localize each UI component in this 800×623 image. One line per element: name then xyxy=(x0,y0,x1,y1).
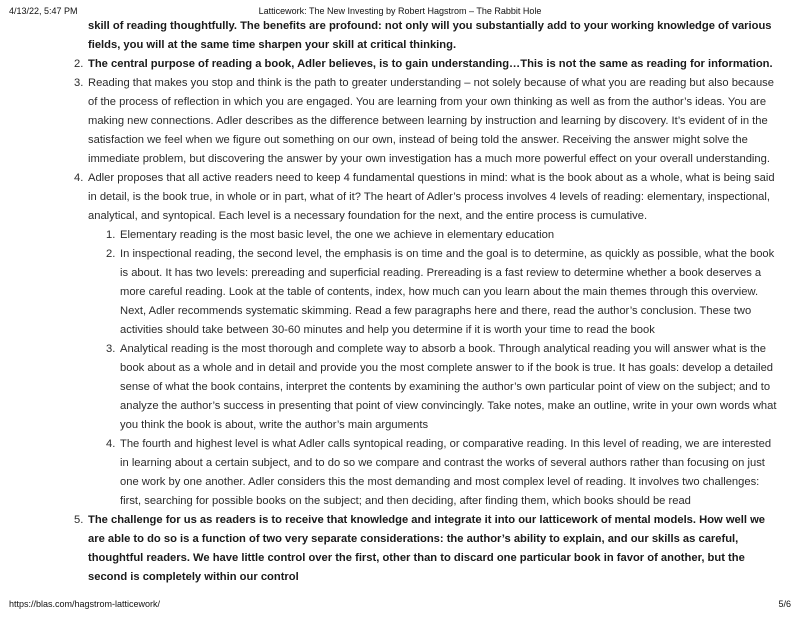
list-item-text: Reading that makes you stop and think is the path to greater understanding – not solely because of what you are reading but also because of the process of reflection in which you are engaged. You are learning from your own thinking as well as from the author’s ideas. You are making new connections. Adler describes as the difference between learning by instruction and learning by discovery. It’s evident of in the satisfaction we feel when we figure out something on our own, instead of being told the answer. Receiving the answer might solve the immediate problem, but discovering the answer by your own investigation has a much more powerful effect on your overall understanding. xyxy=(88,77,774,165)
list-number: 3. xyxy=(74,77,84,89)
list-item-text: The central purpose of reading a book, Adler believes, is to gain understanding…This is not the same as reading for information. xyxy=(88,58,773,70)
list-item-text: Adler proposes that all active readers need to keep 4 fundamental questions in mind: what is the book about as a whole, what is being said in detail, is the book true, in whole or in part, what of it? The heart of Adler’s process involves 4 levels of reading: elementary, inspectional, analytical, and syntopical. Each level is a necessary foundation for the next, and the entire process is cumulative. xyxy=(88,172,775,222)
list-number: 2. xyxy=(74,58,84,70)
list-item xyxy=(0,511,800,587)
print-datetime: 4/13/22, 5:47 PM xyxy=(9,6,78,16)
sub-list-item xyxy=(88,226,778,245)
sub-list-number: 1. xyxy=(106,229,116,241)
sub-list xyxy=(88,226,778,511)
sub-list-item-text: In inspectional reading, the second level, the emphasis is on time and the goal is to determine, as quickly as possible, what the book is about. It has two levels: prereading and superficial reading. Prereading is a fast review to determine whether a book deserves a more careful reading. Look at the table of contents, index, how much can you learn about the main themes through this overview. Next, Adler recommends systematic skimming. Read a few paragraphs here and there, read the author’s conclusion. These two activities should take between 30-60 minutes and help you determine if it is worth your time to read the book xyxy=(120,248,775,336)
continued-paragraph: skill of reading thoughtfully. The benefits are profound: not only will you substantially add to your working knowledge of various fields, you will at the same time sharpen your skill at critical thinking. xyxy=(88,20,772,51)
page-url: https://blas.com/hagstrom-latticework/ xyxy=(9,599,161,609)
sub-list-number: 3. xyxy=(106,343,116,355)
list-number: 5. xyxy=(74,514,84,526)
sub-list-item xyxy=(88,340,778,435)
sub-list-number: 4. xyxy=(106,438,116,450)
main-list xyxy=(0,55,800,587)
list-number: 4. xyxy=(74,172,84,184)
page-title: Latticework: The New Investing by Robert Hagstrom – The Rabbit Hole xyxy=(258,6,542,16)
list-item xyxy=(0,169,800,511)
sub-list-item-text: Elementary reading is the most basic level, the one we achieve in elementary education xyxy=(120,229,555,241)
sub-list-item-text: Analytical reading is the most thorough and complete way to absorb a book. Through analytical reading you will answer what is the book about as a whole and in detail and provide you the most complete answer to if the book is true. It has goals: develop a detailed sense of what the book contains, interpret the contents by examining the author’s own particular point of view on the subject; and to analyze the author’s success in presenting that point of view convincingly. Take notes, make an outline, write in your own words what you think the book is about, write the author’s main arguments xyxy=(120,343,777,431)
list-item xyxy=(0,74,800,169)
list-item-text: The challenge for us as readers is to receive that knowledge and integrate it into our latticework of mental models. How well we are able to do so is a function of two very separate considerations: the author’s ability to explain, and our skills as careful, thoughtful readers. We have little control over the first, other than to discard one particular book in favor of another, but the second is completely within our control xyxy=(88,514,766,583)
sub-list-item xyxy=(88,245,778,340)
article-body xyxy=(0,17,800,587)
sub-list-item xyxy=(88,435,778,511)
sub-list-item-text: The fourth and highest level is what Adler calls syntopical reading, or comparative reading. In this level of reading, we are interested in learning about a certain subject, and to do so we compare and contrast the works of several authors rather than focusing on just one work by one another. Adler considers this the most demanding and most complex level of reading. It involves two challenges: first, searching for possible books on the subject; and then deciding, after finding them, which books should be read xyxy=(120,438,772,507)
list-item xyxy=(0,55,800,74)
sub-list-number: 2. xyxy=(106,248,116,260)
print-footer xyxy=(9,599,791,611)
page-number: 5/6 xyxy=(778,599,791,609)
